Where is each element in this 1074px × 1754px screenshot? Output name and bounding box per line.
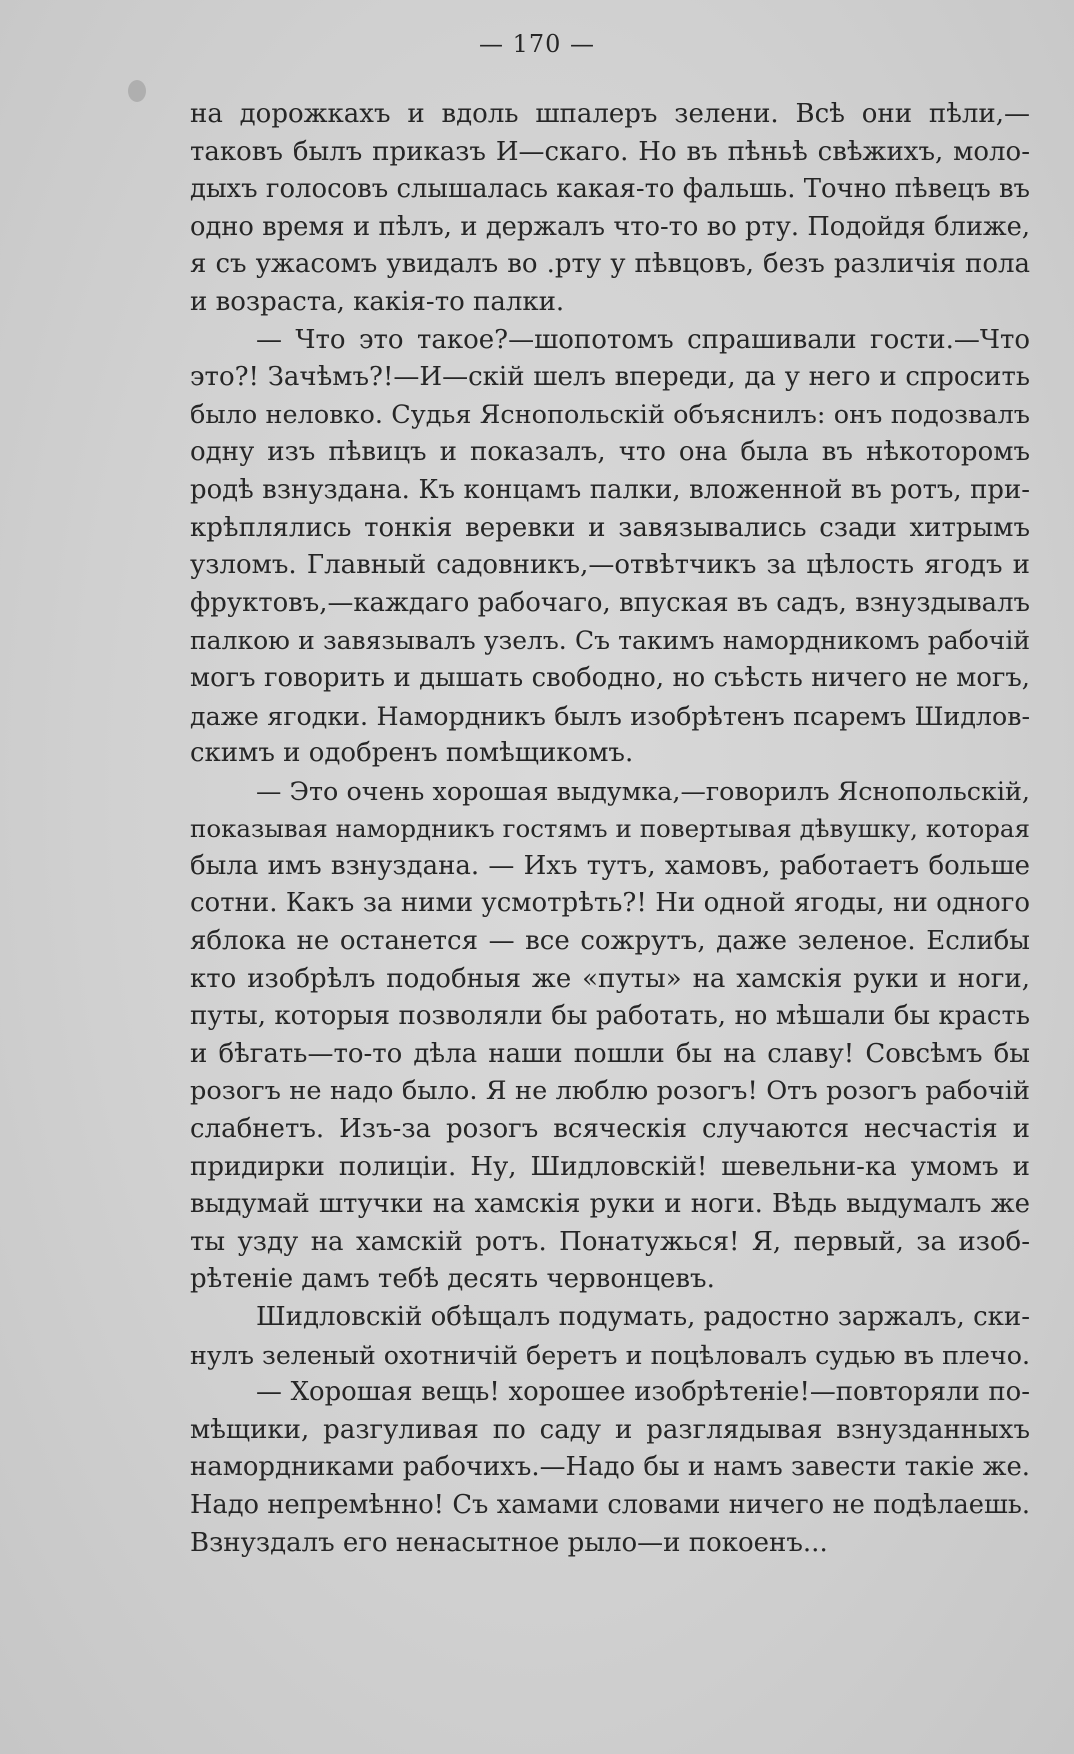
text-line: фруктовъ,—каждаго рабочаго, впуская въ садъ, взнуздывалъ: [190, 587, 1030, 618]
text-line: и возраста, какія-то палки.: [190, 286, 565, 317]
text-line: сотни. Какъ за ними усмотрѣть?! Ни одной ягоды, ни одного: [190, 888, 1030, 919]
text-line: яблока не останется — все сожрутъ, даже зеленое. Еслибы: [190, 926, 1030, 957]
ink-spot: [128, 80, 146, 102]
text-line: ты узду на хамскій ротъ. Понатужься! Я, первый, за изоб-: [190, 1226, 1030, 1257]
text-line: могъ говорить и дышать свободно, но съѣсть ничего не могъ,: [190, 662, 1030, 693]
text-line: была имъ взнуздана. — Ихъ тутъ, хамовъ, работаетъ больше: [190, 850, 1030, 881]
text-line: кто изобрѣлъ подобныя же «путы» на хамскія руки и ноги,: [190, 963, 1030, 994]
text-line: одну изъ пѣвицъ и показалъ, что она была въ нѣкоторомъ: [190, 437, 1030, 468]
text-line: родѣ взнуздана. Къ концамъ палки, вложенной въ ротъ, при-: [190, 474, 1030, 505]
text-line: путы, которыя позволяли бы работать, но мѣшали бы красть: [190, 1001, 1030, 1032]
text-line: это?! Зачѣмъ?!—И—скій шелъ впереди, да у него и спросить: [190, 362, 1030, 393]
text-line: придирки полиціи. Ну, Шидловскій! шевельни-ка умомъ и: [190, 1151, 1030, 1182]
text-line: таковъ былъ приказъ И—скаго. Но въ пѣньѣ свѣжихъ, моло-: [190, 136, 1030, 167]
text-line: даже ягодки. Намордникъ былъ изобрѣтенъ псаремъ Шидлов-: [190, 701, 1030, 731]
text-line: было неловко. Судья Яснопольскій объяснилъ: онъ подозвалъ: [190, 399, 1030, 430]
text-line: палкою и завязывалъ узелъ. Съ такимъ намордникомъ рабочій: [190, 626, 1030, 656]
body-text: [190, 96, 1030, 1562]
text-line: — Это очень хорошая выдумка,—говорилъ Яснопольскій,: [256, 775, 1030, 806]
text-line: я съ ужасомъ увидалъ во .рту у пѣвцовъ, безъ различія пола: [190, 249, 1030, 280]
text-line: на дорожкахъ и вдоль шпалеръ зелени. Всѣ они пѣли,—: [190, 99, 1030, 129]
text-line: одно время и пѣлъ, и держалъ что-то во рту. Подойдя ближе,: [190, 211, 1030, 242]
page-number: — 170 —: [478, 30, 596, 58]
text-line: узломъ. Главный садовникъ,—отвѣтчикъ за цѣлость ягодъ и: [190, 550, 1030, 581]
text-line: Взнуздалъ его ненасытное рыло—и покоенъ...: [190, 1527, 828, 1558]
text-line: выдумай штучки на хамскія руки и ноги. Вѣдь выдумалъ же: [190, 1189, 1030, 1220]
text-line: рѣтеніе дамъ тебѣ десять червонцевъ.: [190, 1264, 715, 1295]
text-line: — Хорошая вещь! хорошее изобрѣтеніе!—повторяли по-: [256, 1377, 1030, 1408]
text-line: — Что это такое?—шопотомъ спрашивали гости.—Что: [256, 324, 1030, 355]
text-line: и бѣгать—то-то дѣла наши пошли бы на славу! Совсѣмъ бы: [190, 1038, 1030, 1069]
text-line: Шидловскій обѣщалъ подумать, радостно заржалъ, ски-: [256, 1302, 1030, 1332]
text-line: нулъ зеленый охотничій беретъ и поцѣловалъ судью въ плечо.: [190, 1340, 1030, 1370]
text-line: Надо непремѣнно! Съ хамами словами ничего не подѣлаешь.: [190, 1489, 1030, 1520]
text-line: скимъ и одобренъ помѣщикомъ.: [190, 738, 634, 769]
text-line: показывая намордникъ гостямъ и повертывая дѣвушку, которая: [190, 814, 1030, 844]
text-line: намордниками рабочихъ.—Надо бы и намъ завести такіе же.: [190, 1452, 1030, 1483]
text-line: слабнетъ. Изъ-за розогъ всяческія случаются несчастія и: [190, 1114, 1030, 1145]
text-line: дыхъ голосовъ слышалась какая-то фальшь. Точно пѣвецъ въ: [190, 174, 1030, 205]
text-line: крѣплялись тонкія веревки и завязывались сзади хитрымъ: [190, 512, 1030, 543]
text-line: розогъ не надо было. Я не люблю розогъ! Отъ розогъ рабочій: [190, 1076, 1030, 1107]
text-line: мѣщики, разгуливая по саду и разглядывая взнузданныхъ: [190, 1414, 1030, 1445]
